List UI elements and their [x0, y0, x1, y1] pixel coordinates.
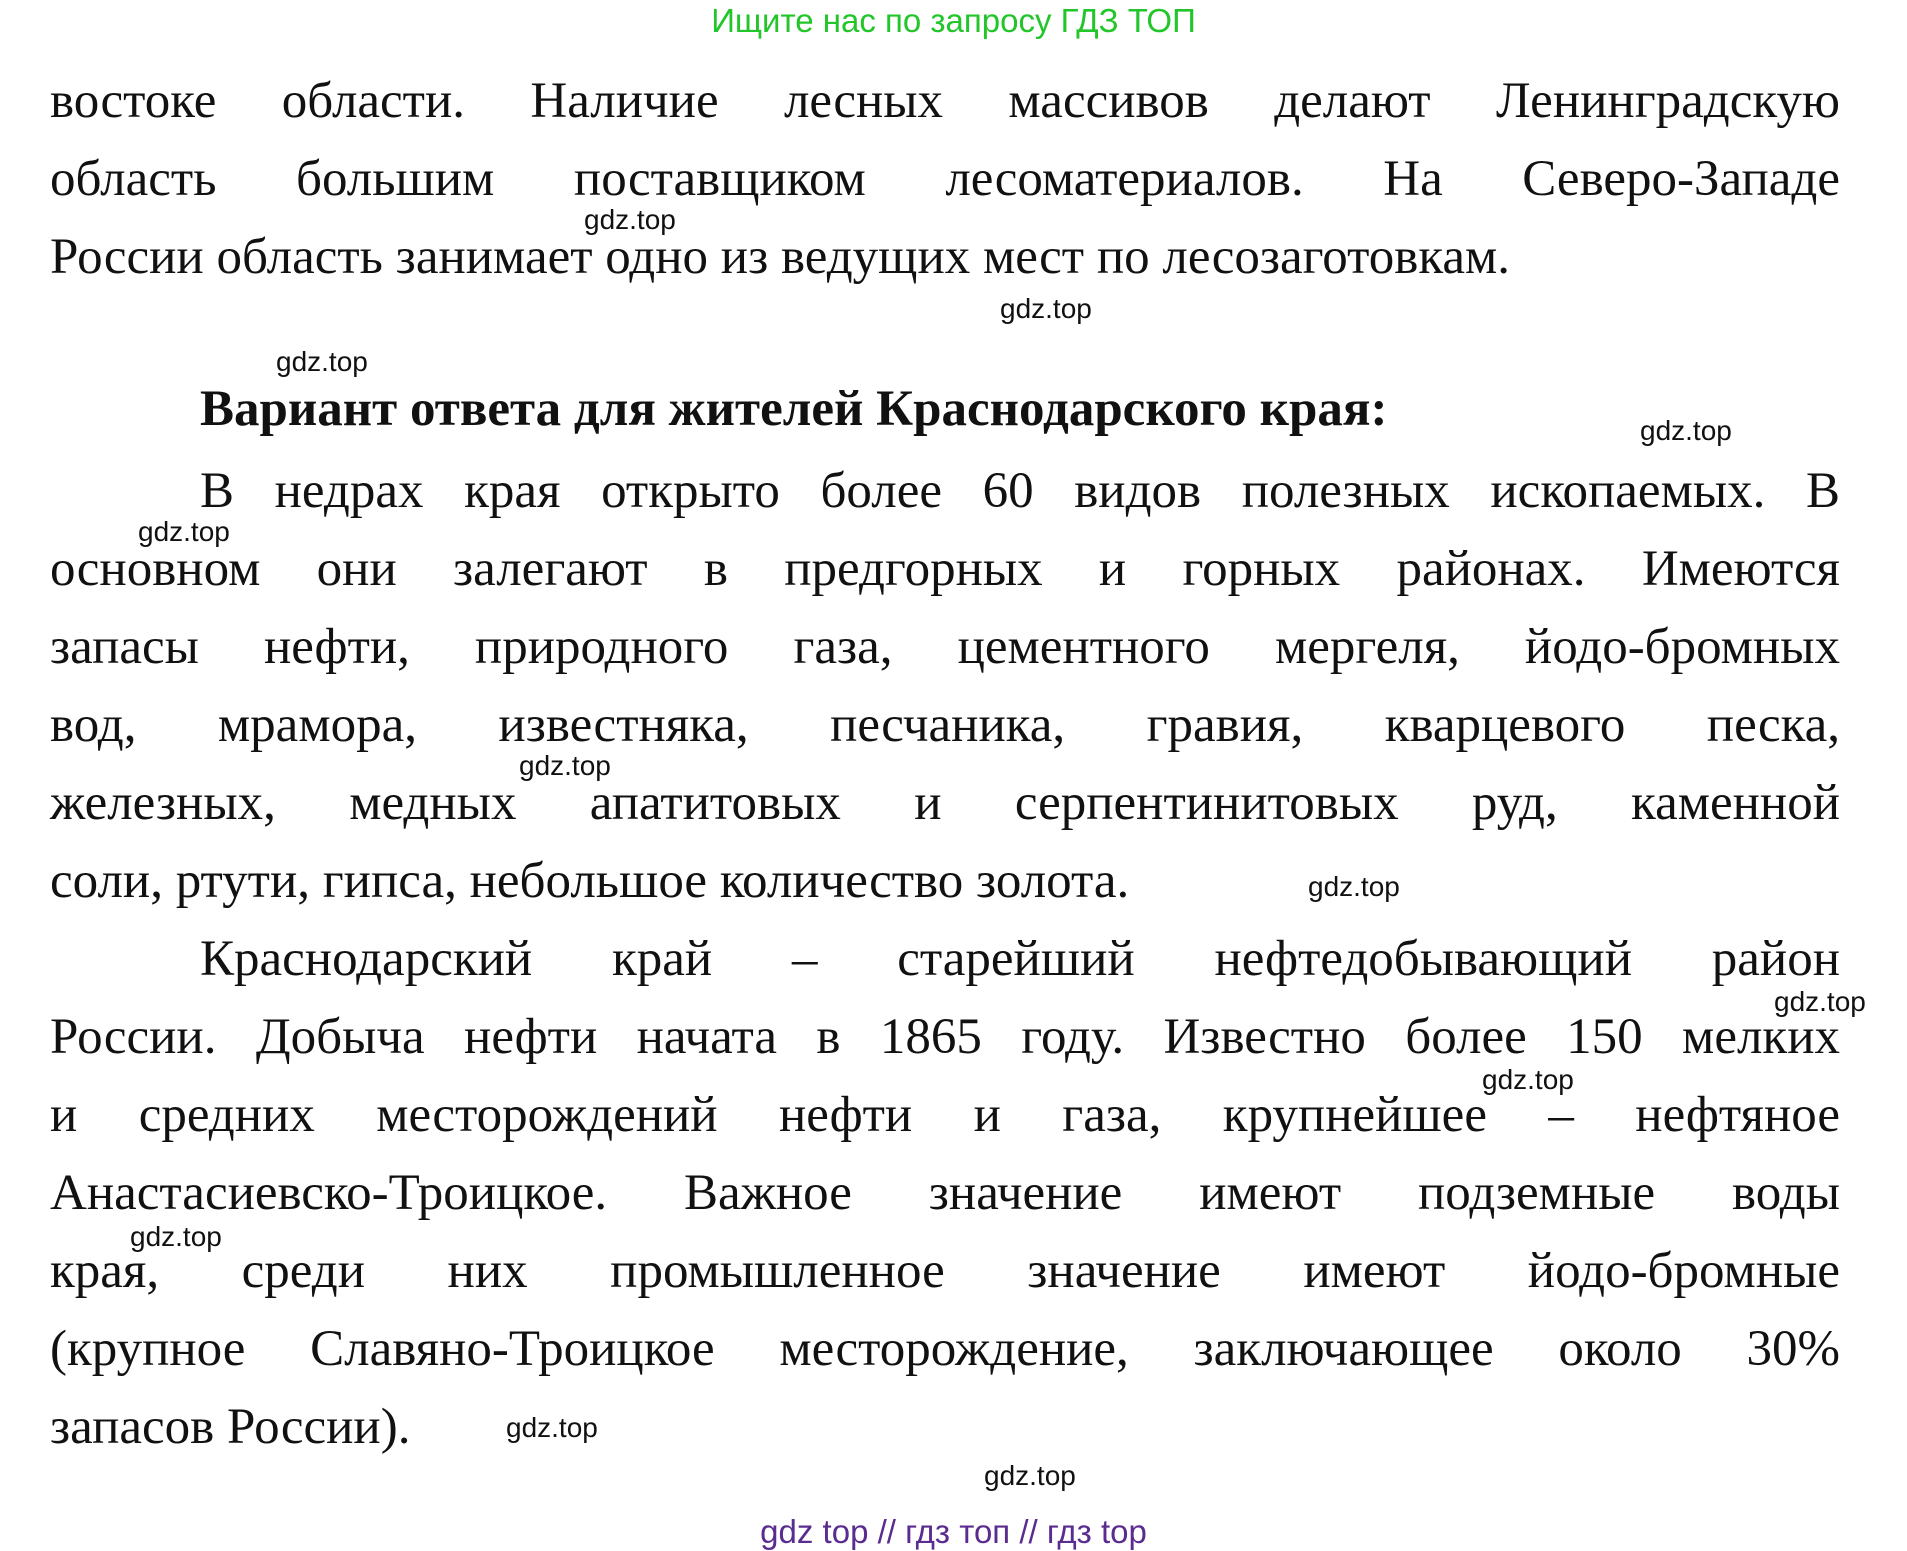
intro-line-2: область большим поставщиком лесоматериалов. На Северо-Западе — [50, 151, 1840, 207]
top-banner: Ищите нас по запросу ГДЗ ТОП — [711, 2, 1196, 39]
watermark: gdz.top — [138, 516, 230, 547]
para2-line-2: России. Добыча нефти начата в 1865 году. Известно более 150 мелких — [50, 1009, 1840, 1065]
para1-line-2: основном они залегают в предгорных и горных районах. Имеются — [50, 541, 1840, 597]
para1-line-1: В недрах края открыто более 60 видов полезных ископаемых. В — [200, 463, 1840, 519]
watermark: gdz.top — [584, 204, 676, 235]
watermark: gdz.top — [984, 1460, 1076, 1491]
intro-line-1: востоке области. Наличие лесных массивов делают Ленинградскую — [50, 73, 1840, 129]
watermark: gdz.top — [1482, 1064, 1574, 1095]
para2-line-3: и средних месторождений нефти и газа, крупнейшее – нефтяное — [50, 1087, 1840, 1143]
para2-line-6: (крупное Славяно-Троицкое месторождение, заключающее около 30% — [50, 1321, 1840, 1377]
watermark: gdz.top — [1640, 415, 1732, 446]
para1-line-6: соли, ртути, гипса, небольшое количество золота. — [50, 853, 1130, 909]
footer-links[interactable]: gdz top // гдз топ // гдз top — [760, 1513, 1147, 1550]
para1-line-4: вод, мрамора, известняка, песчаника, гравия, кварцевого песка, — [50, 697, 1840, 753]
para2-line-1: Краснодарский край – старейший нефтедобывающий район — [200, 931, 1840, 987]
watermark: gdz.top — [1774, 986, 1866, 1017]
watermark: gdz.top — [519, 750, 611, 781]
intro-line-3: России область занимает одно из ведущих мест по лесозаготовкам. — [50, 229, 1510, 285]
watermark: gdz.top — [276, 346, 368, 377]
watermark: gdz.top — [1308, 871, 1400, 902]
para1-line-5: железных, медных апатитовых и серпентинитовых руд, каменной — [50, 775, 1840, 831]
para1-line-3: запасы нефти, природного газа, цементного мергеля, йодо-бромных — [50, 619, 1840, 675]
watermark: gdz.top — [130, 1221, 222, 1252]
para2-line-4: Анастасиевско-Троицкое. Важное значение имеют подземные воды — [50, 1165, 1840, 1221]
section-heading: Вариант ответа для жителей Краснодарского края: — [200, 381, 1388, 437]
watermark: gdz.top — [506, 1412, 598, 1443]
para2-line-5: края, среди них промышленное значение имеют йодо-бромные — [50, 1243, 1840, 1299]
para2-line-7: запасов России). — [50, 1399, 411, 1455]
watermark: gdz.top — [1000, 293, 1092, 324]
